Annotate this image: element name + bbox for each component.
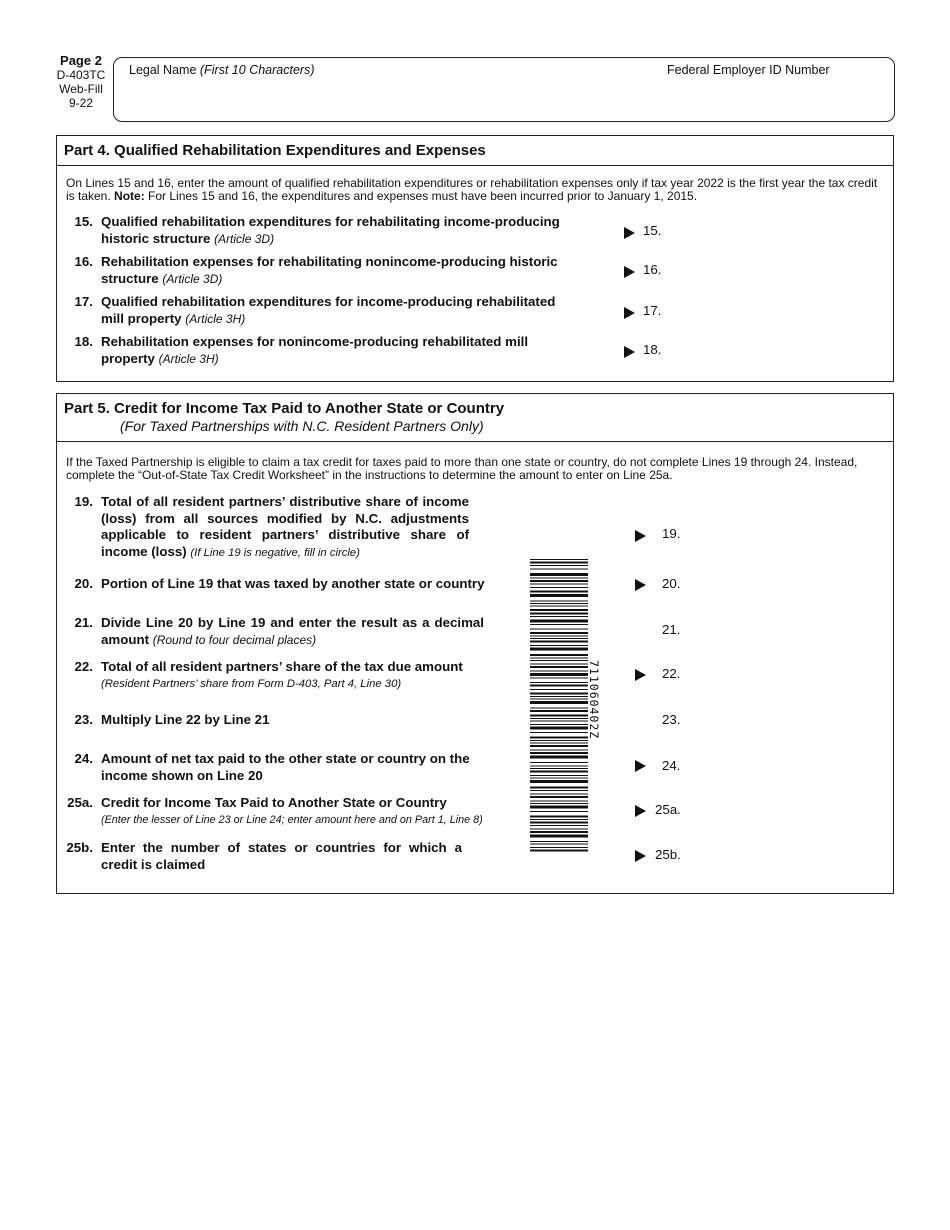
legal-name-label (129, 63, 315, 77)
arrow-icon (635, 530, 646, 542)
line-ref[interactable]: 25a. (655, 802, 681, 817)
arrow-icon (624, 266, 635, 278)
barcode-bar (530, 844, 588, 845)
barcode-bar (530, 732, 588, 733)
line-text: Multiply Line 22 by Line 21 (101, 712, 270, 727)
barcode-bar (530, 829, 588, 830)
line-text: Portion of Line 19 that was taxed by another state or country (101, 576, 485, 591)
line-number: 15. (74, 214, 93, 229)
line-text: Rehabilitation expenses for nonincome-producing rehabilitated mill (101, 334, 529, 349)
form-code: D-403TC (56, 68, 106, 82)
line-ref[interactable]: 25b. (655, 847, 681, 862)
fein-label: Federal Employer ID Number (667, 63, 830, 77)
line-number: 22. (74, 659, 93, 674)
barcode-bar (530, 825, 588, 826)
line-number: 19. (74, 494, 93, 509)
barcode-bar (530, 584, 588, 585)
barcode-bar (530, 718, 588, 719)
barcode-bar (530, 841, 588, 842)
form-version: Web-Fill (59, 82, 103, 96)
page-identifier (50, 54, 112, 110)
arrow-icon (635, 805, 646, 817)
line-note: (Enter the lesser of Line 23 or Line 24; enter amount here and on Part 1, Line 8) (101, 813, 483, 826)
barcode-bar (530, 850, 588, 852)
arrow-icon (635, 760, 646, 772)
line-text: income (loss) (101, 543, 187, 559)
barcode-bar (530, 606, 588, 607)
line-text: applicable to resident partners’ distributive share of (101, 527, 469, 542)
barcode-bar (530, 794, 588, 795)
line-text: Rehabilitation expenses for rehabilitating nonincome-producing historic (101, 254, 558, 269)
line-number: 21. (74, 615, 93, 630)
legal-name-note: (First 10 Characters) (199, 63, 315, 77)
barcode-bar (530, 629, 588, 630)
line-number: 17. (74, 294, 93, 309)
barcode-bar (530, 756, 588, 759)
part5-title: Part 5. Credit for Income Tax Paid to Another State or Country (64, 400, 505, 417)
barcode-bar (530, 580, 588, 582)
line-number: 18. (74, 334, 93, 349)
barcode-bar (530, 803, 588, 804)
line-text: Total of all resident partners’ distributive share of income (101, 494, 469, 509)
barcode-bar (530, 710, 588, 712)
barcode-bar (530, 682, 588, 683)
barcode-bar (530, 664, 588, 665)
barcode-bar (530, 819, 588, 820)
barcode-bar (530, 816, 588, 818)
barcode-bar (530, 636, 588, 637)
barcode-bar (530, 721, 588, 722)
barcode-bar (530, 624, 588, 625)
barcode-bar (530, 801, 588, 802)
barcode-bar (530, 737, 588, 739)
arrow-icon (624, 307, 635, 319)
line-number: 24. (74, 751, 93, 766)
barcode-bar (530, 775, 588, 776)
barcode-bar (530, 796, 588, 798)
line-number: 20. (74, 576, 93, 591)
barcode-bar (530, 613, 588, 615)
line-text: property (101, 350, 155, 366)
barcode-bar (530, 559, 588, 560)
page-label: Page 2 (60, 53, 102, 68)
line-ref[interactable]: 20. (662, 576, 681, 591)
line-description (101, 494, 469, 561)
part4-section (56, 135, 894, 382)
barcode-bar (530, 594, 588, 597)
part4-title: Part 4. Qualified Rehabilitation Expenditures and Expenses (64, 142, 486, 159)
line-description (101, 840, 462, 873)
barcode-bar (530, 609, 588, 611)
line-number: 25b. (66, 840, 93, 855)
barcode-bar (530, 715, 588, 717)
line-ref[interactable]: 21. (662, 622, 681, 637)
line-number: 16. (74, 254, 93, 269)
line-description (101, 214, 560, 247)
line-ref[interactable]: 24. (662, 758, 681, 773)
barcode-bar (530, 745, 588, 747)
part4-instr-note: For Lines 15 and 16, the expenditures and expenses must have been incurred prior to January 1, 2015. (144, 188, 698, 203)
part4-header (57, 136, 893, 166)
line-note: (Article 3D) (162, 271, 223, 286)
line-number: 23. (74, 712, 93, 727)
barcode-bar (530, 603, 588, 604)
barcode-bar (530, 660, 588, 661)
barcode-bar (530, 658, 588, 659)
line-text: historic structure (101, 230, 211, 246)
barcode-bar (530, 780, 588, 783)
barcode-bar (530, 587, 588, 588)
line-description (101, 294, 555, 327)
line-note: (Round to four decimal places) (152, 632, 317, 647)
line-description (101, 615, 484, 648)
barcode-bar (530, 632, 588, 634)
barcode-bar (530, 762, 588, 763)
legal-name-text: Legal Name (129, 63, 197, 77)
line-ref[interactable]: 16. (643, 262, 662, 277)
barcode-bar (530, 822, 588, 824)
barcode-bar (530, 766, 588, 767)
barcode-bar (530, 790, 588, 791)
barcode-bar (530, 578, 588, 579)
line-text: amount (101, 631, 150, 647)
barcode-bar (530, 601, 588, 602)
barcode-bar (530, 591, 588, 593)
barcode-bar (530, 654, 588, 656)
barcode-bar (530, 693, 588, 695)
barcode-bar (530, 648, 588, 651)
barcode-bar (530, 787, 588, 789)
line-text: Enter the number of states or countries for which a (101, 840, 462, 855)
line-ref[interactable]: 23. (662, 712, 681, 727)
arrow-icon (635, 669, 646, 681)
barcode-bar (530, 771, 588, 773)
barcode (530, 558, 588, 853)
barcode-bar (530, 696, 588, 697)
barcode-bar (530, 666, 588, 668)
line-ref[interactable]: 18. (643, 342, 662, 357)
barcode-bar (530, 616, 588, 617)
barcode-bar (530, 573, 588, 576)
line-ref[interactable]: 15. (643, 223, 662, 238)
barcode-bar (530, 569, 588, 570)
line-text: Amount of net tax paid to the other state or country on the (101, 751, 470, 766)
barcode-bar (530, 641, 588, 643)
line-description (101, 254, 558, 287)
line-note: (Resident Partners’ share from Form D-403, Part 4, Line 30) (101, 677, 402, 690)
line-description (101, 334, 528, 367)
line-text: Credit for Income Tax Paid to Another State or Country (101, 795, 447, 810)
arrow-icon (635, 850, 646, 862)
line-text: Divide Line 20 by Line 19 and enter the result as a decimal (101, 615, 484, 630)
barcode-bar (530, 685, 588, 687)
barcode-text: 711060402Z (587, 660, 601, 740)
part4-instructions (66, 177, 885, 202)
barcode-bar (530, 835, 588, 838)
line-text: credit is claimed (101, 856, 206, 872)
line-note: (Article 3H) (158, 351, 219, 366)
barcode-bar (530, 811, 588, 812)
barcode-bar (530, 740, 588, 741)
line-description (101, 659, 463, 692)
line-note: (Article 3H) (185, 311, 246, 326)
line-description (101, 712, 269, 729)
barcode-bar (530, 638, 588, 639)
barcode-bar (530, 768, 588, 769)
arrow-icon (635, 579, 646, 591)
barcode-bar (530, 699, 588, 700)
part4-instr-text: On Lines 15 and 16, enter the amount of qualified rehabilitation expenditures or rehabilitation expenses only if tax year 2022 is the first year the tax credit is taken. (66, 176, 878, 203)
line-ref[interactable]: 22. (662, 666, 681, 681)
barcode-bar (530, 701, 588, 704)
barcode-bar (530, 620, 588, 623)
line-text: mill property (101, 310, 182, 326)
line-description (101, 795, 483, 828)
barcode-bar (530, 562, 588, 564)
line-text: Qualified rehabilitation expenditures for rehabilitating income-producing (101, 214, 560, 229)
line-ref[interactable]: 17. (643, 303, 662, 318)
line-text: Qualified rehabilitation expenditures for income-producing rehabilitated (101, 294, 556, 309)
barcode-bar (530, 847, 588, 848)
part5-header (57, 394, 893, 442)
arrow-icon (624, 227, 635, 239)
line-text: income shown on Line 20 (101, 767, 263, 783)
legal-name-box[interactable] (113, 57, 895, 122)
line-text: Total of all resident partners’ share of the tax due amount (101, 659, 463, 674)
barcode-bar (530, 727, 588, 730)
barcode-bar (530, 806, 588, 809)
barcode-bar (530, 724, 588, 725)
line-text: structure (101, 270, 159, 286)
line-description (101, 576, 484, 593)
part5-section (56, 393, 894, 894)
line-description (101, 751, 470, 784)
arrow-icon (624, 346, 635, 358)
line-note: (If Line 19 is negative, fill in circle) (190, 546, 360, 559)
barcode-bar (530, 743, 588, 744)
line-note: (Article 3D) (214, 231, 275, 246)
barcode-bar (530, 708, 588, 709)
line-number: 25a. (67, 795, 93, 810)
barcode-bar (530, 565, 588, 566)
form-date: 9-22 (68, 96, 94, 110)
barcode-bar (530, 671, 588, 672)
part5-instructions: If the Taxed Partnership is eligible to claim a tax credit for taxes paid to more than one state or country, do not complete Lines 19 through 24. Instead, complete the “Out-of-State Tax Credit Worksheet” in the instructions to determine the amount to enter on Line 25a. (66, 455, 858, 482)
barcode-bar (530, 689, 588, 690)
barcode-bar (530, 750, 588, 751)
barcode-bar (530, 778, 588, 779)
barcode-bar (530, 831, 588, 833)
part5-subtitle: (For Taxed Partnerships with N.C. Resident Partners Only) (120, 418, 484, 434)
line-ref[interactable]: 19. (662, 526, 681, 541)
part4-note-label: Note: (114, 188, 145, 203)
barcode-bar (530, 752, 588, 754)
barcode-bar (530, 645, 588, 646)
barcode-bar (530, 673, 588, 676)
line-text: (loss) from all sources modified by N.C. adjustments (101, 510, 469, 526)
barcode-bar (530, 678, 588, 679)
